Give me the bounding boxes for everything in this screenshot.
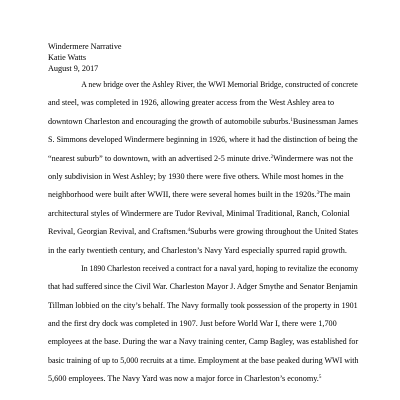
paragraph-line bbox=[48, 117, 357, 135]
line-text-tail: Suburbs were growing throughout the United States bbox=[190, 227, 359, 237]
paragraph-line bbox=[48, 135, 358, 153]
paragraph-line bbox=[48, 98, 358, 116]
paragraph-line bbox=[48, 374, 358, 392]
line-text: Revival, Georgian Revival, and Craftsmen. bbox=[48, 227, 188, 237]
paragraph-line bbox=[48, 209, 358, 227]
paragraph-line bbox=[48, 282, 358, 300]
line-text: only subdivision in West Ashley; by 1930 there were five others. While most homes in the bbox=[48, 171, 344, 181]
paragraph-line bbox=[48, 319, 358, 337]
line-text-tail: Windermere was not the bbox=[273, 153, 354, 163]
paragraph-line bbox=[48, 263, 359, 282]
paragraph-line bbox=[48, 190, 358, 208]
line-text-tail: The main bbox=[319, 190, 351, 200]
document-header bbox=[48, 41, 122, 74]
line-text: and the first dry dock was completed in 1907. Just before World War I, there were 1,700 bbox=[48, 319, 337, 329]
line-text-tail: Businessman James bbox=[292, 116, 358, 126]
line-text: neighborhood were built after WWII, there were several homes built in the 1920s. bbox=[48, 190, 317, 200]
paragraph-line bbox=[48, 227, 359, 245]
footnote-marker: 5 bbox=[318, 375, 322, 381]
document-date: August 9, 2017 bbox=[48, 64, 99, 73]
line-text: Tillman lobbied on the city’s behalf. The Navy formally took possession of the property in 1901 bbox=[48, 300, 358, 310]
line-text: employees at the base. During the war a Navy training center, Camp Bagley, was established for bbox=[48, 337, 359, 347]
footnote-marker: 3 bbox=[316, 191, 320, 197]
line-text: In 1890 Charleston received a contract for a naval yard, hoping to revitalize the economy bbox=[81, 263, 359, 273]
document-title: Windermere Narrative bbox=[48, 42, 122, 51]
footnote-marker: 4 bbox=[187, 228, 191, 234]
line-text: architectural styles of Windermere are Tudor Revival, Minimal Traditional, Ranch, Colonial bbox=[48, 208, 350, 218]
paragraph-line bbox=[48, 355, 359, 374]
paragraph-line bbox=[48, 300, 358, 319]
footnote-marker: 1 bbox=[290, 117, 293, 123]
line-text: basic training of up to 5,000 recruits at a time. Employment at the base peaked during WWI with bbox=[48, 355, 359, 365]
line-text: A new bridge over the Ashley River, the WWI Memorial Bridge, constructed of concrete bbox=[81, 80, 358, 89]
line-text: that had suffered since the Civil War. Charleston Mayor J. Adger Smythe and Senator Benjamin bbox=[48, 282, 358, 292]
line-text: in the early twentieth century, and Charleston’s Navy Yard especially spurred rapid growth. bbox=[48, 245, 347, 255]
paragraph-line bbox=[48, 154, 358, 172]
document-body bbox=[48, 80, 358, 393]
paragraph-line bbox=[48, 172, 358, 190]
line-text: “nearest suburb” to downtown, with an advertised 2-5 minute drive. bbox=[48, 153, 271, 163]
paragraph-line bbox=[48, 80, 358, 98]
document-author: Katie Watts bbox=[48, 53, 87, 62]
line-text: downtown Charleston and encouraging the growth of automobile suburbs. bbox=[48, 116, 291, 126]
footnote-marker: 2 bbox=[270, 154, 274, 160]
line-text: S. Simmons developed Windermere beginning in 1926, where it had the distinction of being the bbox=[48, 135, 358, 145]
paragraph-line bbox=[48, 337, 359, 355]
paragraph-line bbox=[48, 246, 358, 264]
line-text: and steel, was completed in 1926, allowing greater access from the West Ashley area to bbox=[48, 98, 335, 108]
line-text: 5,600 employees. The Navy Yard was now a major force in Charleston’s economy. bbox=[48, 374, 319, 384]
